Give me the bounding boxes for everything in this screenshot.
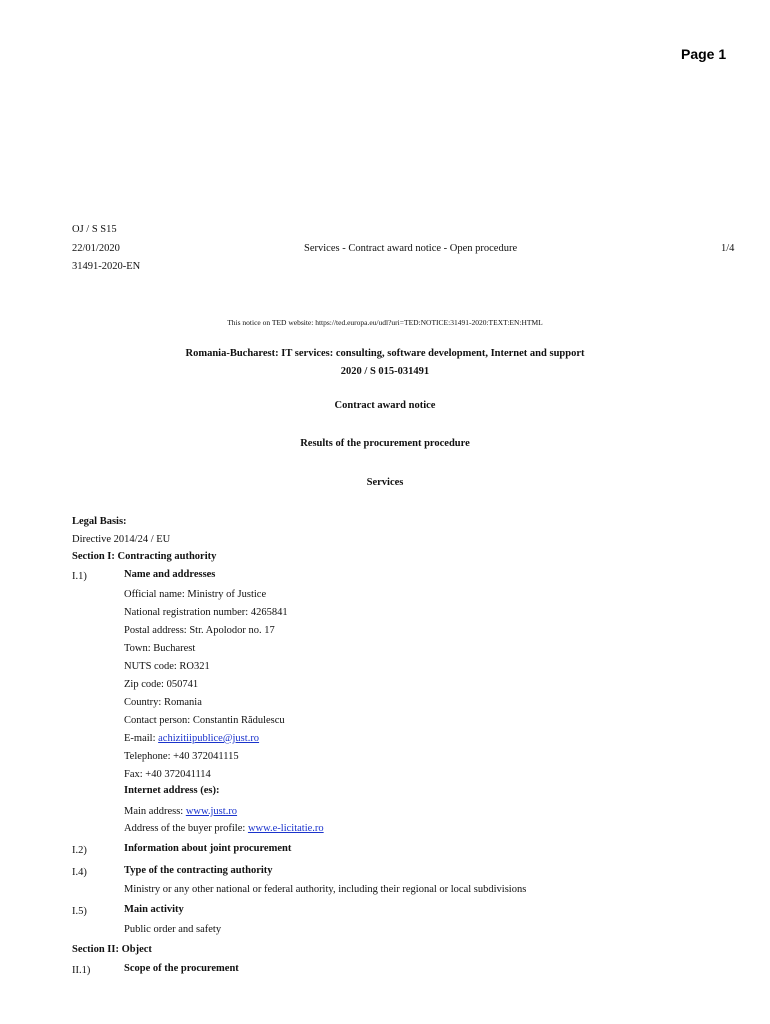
i5-number: I.5) (72, 906, 87, 917)
document-title: Services - Contract award notice - Open procedure (304, 243, 518, 254)
document-id: 31491-2020-EN (72, 261, 141, 272)
publication-date: 22/01/2020 (72, 243, 120, 254)
legal-basis-value: Directive 2014/24 / EU (72, 534, 171, 545)
i1-title: Name and addresses (124, 569, 216, 580)
main-address-label: Main address: (124, 806, 186, 817)
email-link[interactable]: achizitiipublice@just.ro (158, 733, 260, 744)
ted-website-line: This notice on TED website: https://ted.europa.eu/udl?uri=TED:NOTICE:31491-2020:TEXT:EN:HTML (227, 318, 543, 327)
fax: Fax: +40 372041114 (124, 769, 211, 780)
main-title: Romania-Bucharest: IT services: consulting, software development, Internet and support (185, 348, 585, 359)
contact-person: Contact person: Constantin Rădulescu (124, 715, 285, 726)
results-heading: Results of the procurement procedure (300, 438, 470, 449)
page-count: 1/4 (721, 243, 735, 254)
buyer-profile-link[interactable]: www.e-licitatie.ro (247, 823, 324, 834)
i4-value: Ministry or any other national or federal authority, including their regional or local subdivisions (124, 884, 527, 895)
email-label: E-mail: (124, 733, 159, 744)
zip-code: Zip code: 050741 (124, 679, 199, 690)
email-row (124, 733, 259, 744)
i1-number: I.1) (72, 571, 87, 582)
notice-type: Contract award notice (334, 400, 436, 411)
town: Town: Bucharest (124, 643, 196, 654)
i2-number: I.2) (72, 845, 87, 856)
telephone: Telephone: +40 372041115 (124, 751, 239, 762)
i2-title: Information about joint procurement (124, 843, 292, 854)
section-2-title: Section II: Object (72, 944, 152, 955)
buyer-profile-label: Address of the buyer profile: (124, 823, 248, 834)
i4-title: Type of the contracting authority (124, 865, 273, 876)
section-1-title: Section I: Contracting authority (72, 551, 217, 562)
internet-address-title: Internet address (es): (124, 785, 220, 796)
buyer-profile-row (124, 823, 324, 834)
i5-value: Public order and safety (124, 924, 222, 935)
category-heading: Services (366, 477, 404, 488)
reference-number: 2020 / S 015-031491 (340, 366, 430, 377)
main-address-row (124, 806, 237, 817)
i5-title: Main activity (124, 904, 184, 915)
main-address-link[interactable]: www.just.ro (185, 806, 238, 817)
registration-number: National registration number: 4265841 (124, 607, 288, 618)
nuts-code: NUTS code: RO321 (124, 661, 210, 672)
ii1-title: Scope of the procurement (124, 963, 239, 974)
country: Country: Romania (124, 697, 202, 708)
i4-number: I.4) (72, 867, 87, 878)
official-name: Official name: Ministry of Justice (124, 589, 267, 600)
oj-number: OJ / S S15 (72, 224, 117, 235)
page-label: Page 1 (681, 46, 727, 62)
legal-basis-label: Legal Basis: (72, 516, 127, 527)
postal-address: Postal address: Str. Apolodor no. 17 (124, 625, 275, 636)
ii1-number: II.1) (72, 965, 91, 976)
